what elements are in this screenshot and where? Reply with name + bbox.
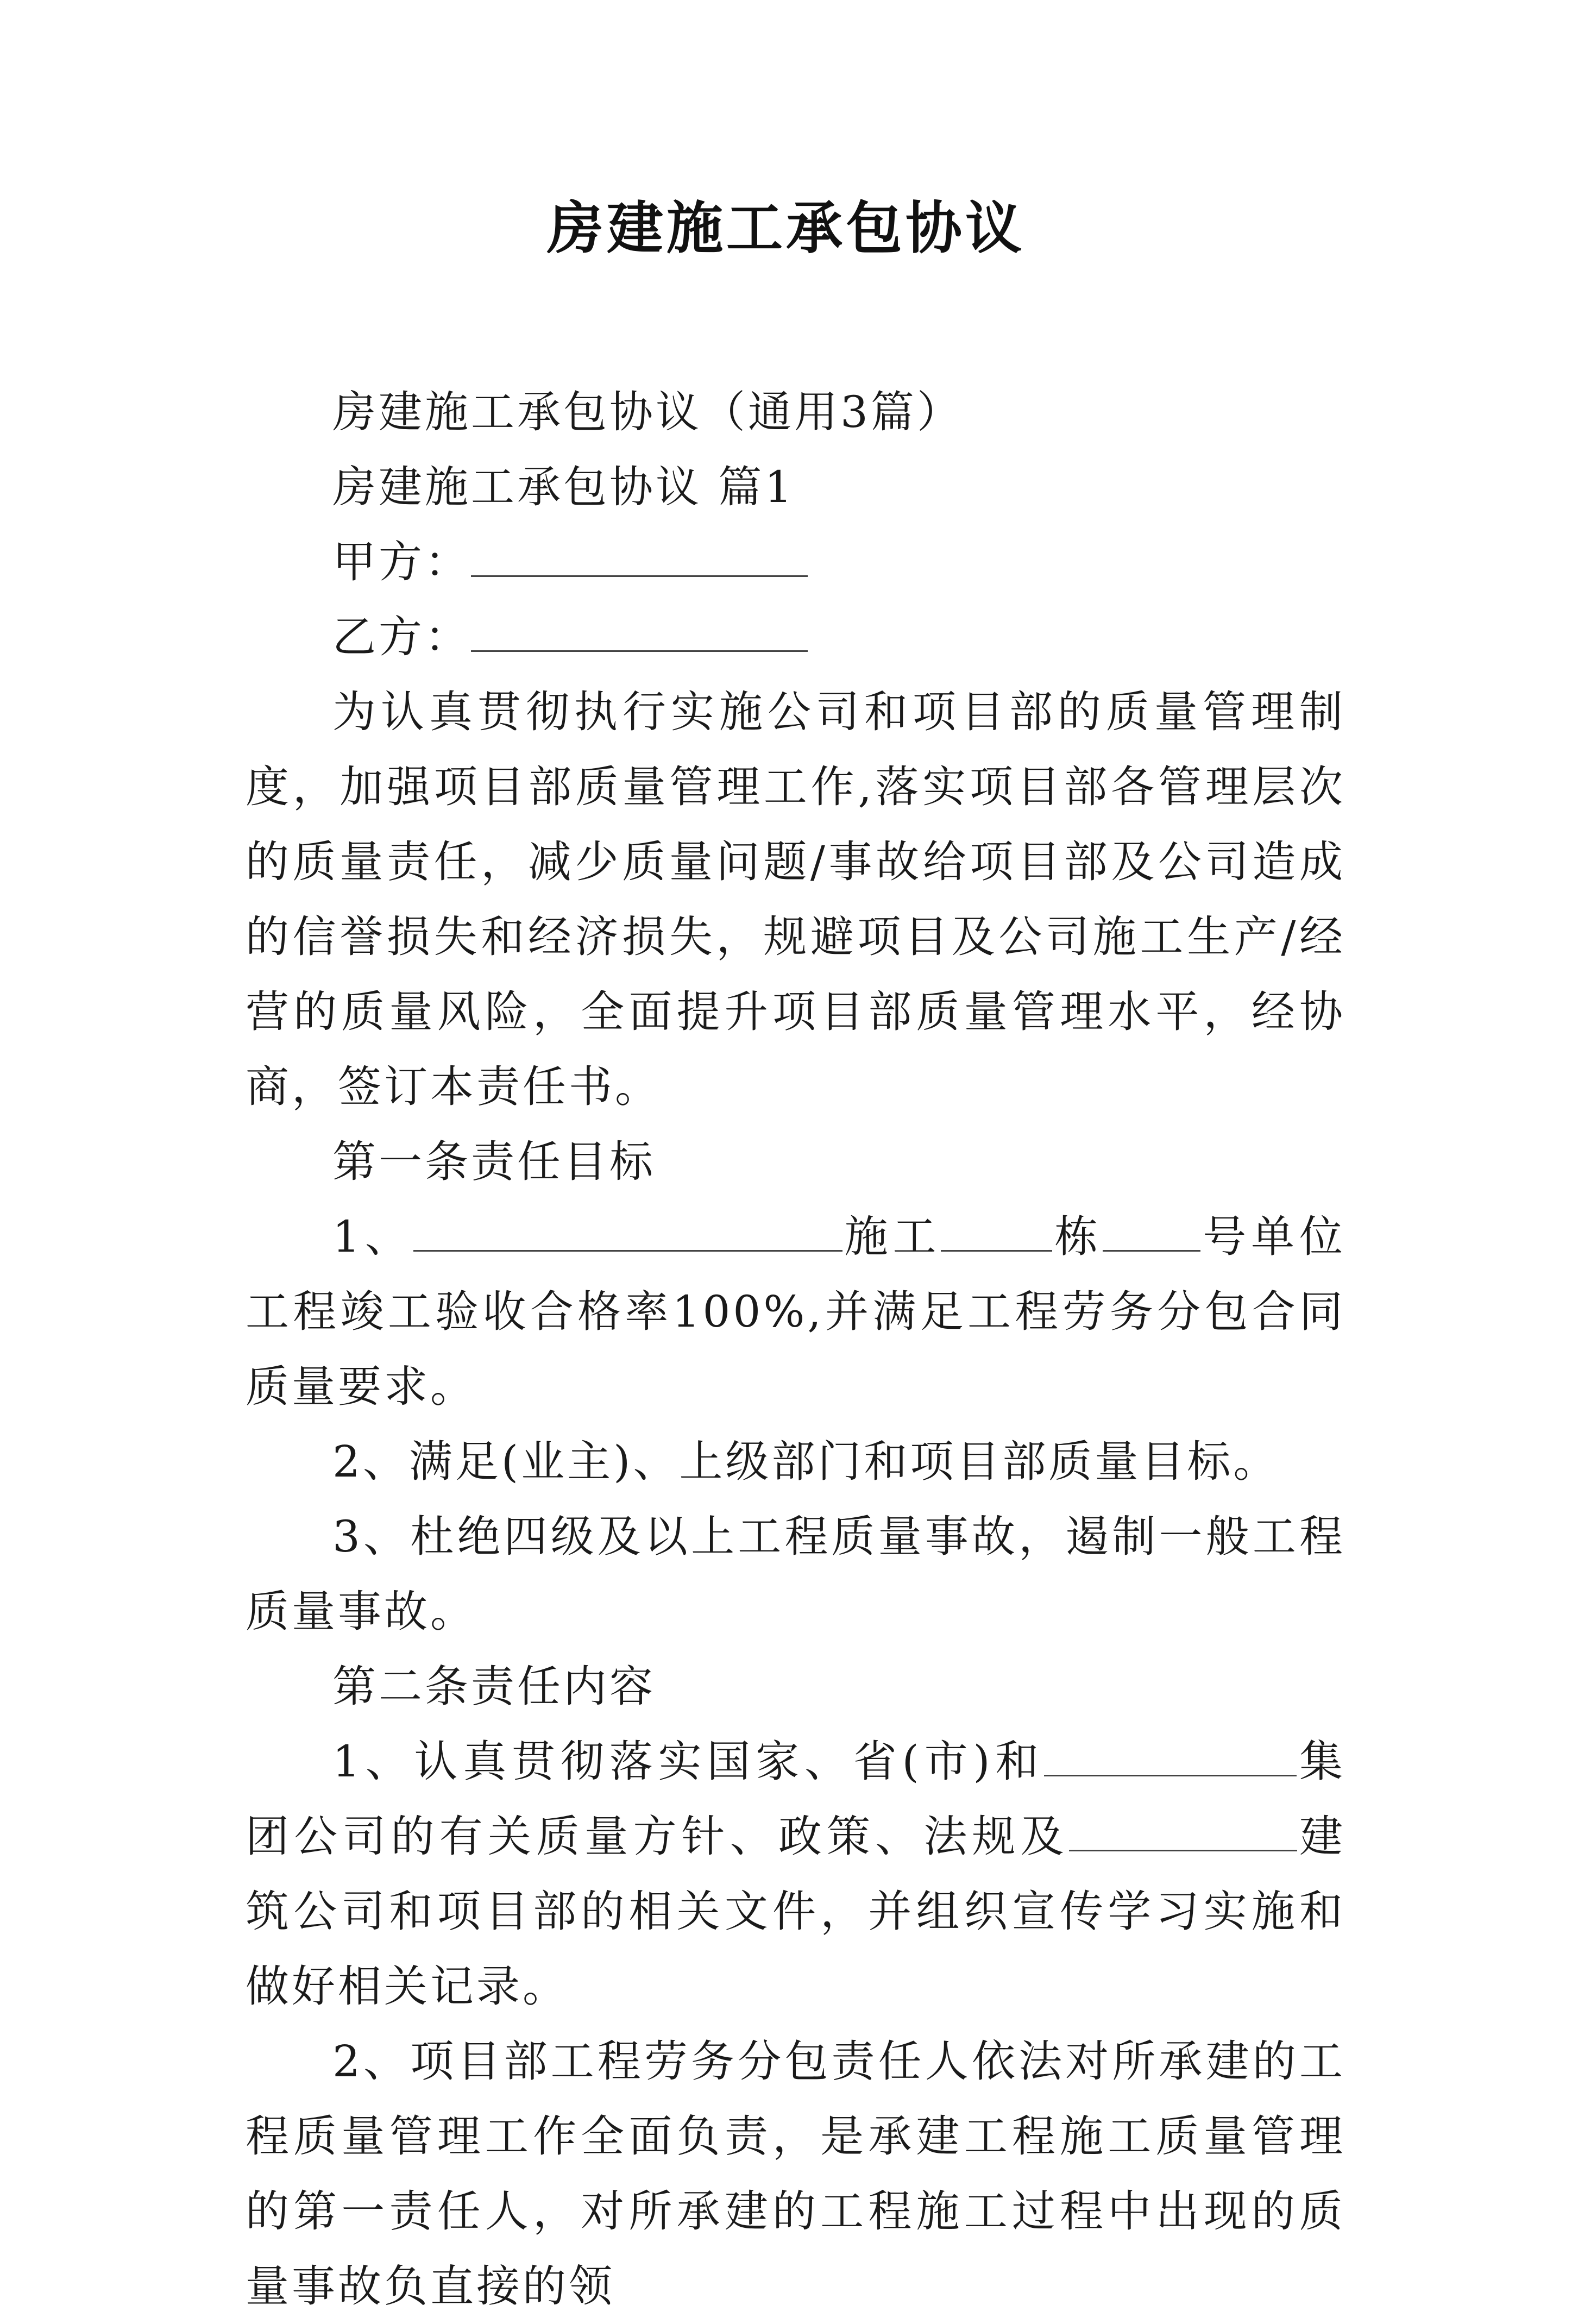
subtitle: 房建施工承包协议（通用3篇） <box>332 387 963 437</box>
article1-item2: 2、满足(业主)、上级部门和项目部质量目标。 <box>332 1436 1280 1487</box>
article1-item1-prefix: 1、 <box>332 1211 413 1262</box>
article2-item2: 2、项目部工程劳务分包责任人依法对所承建的工程质量管理工作全面负责，是承建工程施工质量管理的第一责任人，对所承建的工程施工过程中出现的质量事故负直接的领 <box>246 2036 1345 2312</box>
party-a-blank <box>471 538 808 577</box>
document-body <box>246 375 1345 2324</box>
article2-heading: 第二条责任内容 <box>332 1661 656 1712</box>
article2-item1 <box>246 1724 1345 2024</box>
intro-paragraph: 为认真贯彻执行实施公司和项目部的质量管理制度，加强项目部质量管理工作,落实项目部各管理层次的质量责任，减少质量问题/事故给项目部及公司造成的信誉损失和经济损失，规避项目及公司施工生产/经营的质量风险，全面提升项目部质量管理水平，经协商，签订本责任书。 <box>246 687 1345 1112</box>
construction-company-blank <box>1069 1813 1297 1851</box>
article2-item1-text-c: 建筑公司和项目部的相关文件，并组织宣传学习实施和做好相关记录。 <box>246 1811 1346 2012</box>
article1-item1 <box>246 1199 1345 1424</box>
article1-item1-text-a: 施工 <box>842 1211 941 1262</box>
building-blank <box>941 1213 1052 1252</box>
section-heading: 房建施工承包协议 篇1 <box>332 462 795 512</box>
article1-item3: 3、杜绝四级及以上工程质量事故，遏制一般工程质量事故。 <box>246 1511 1345 1637</box>
party-a-label: 甲方： <box>332 537 471 587</box>
document-title: 房建施工承包协议 <box>546 194 1025 261</box>
article1-item1-text-c: 号单位工程竣工验收合格率100%,并满足工程劳务分包合同质量要求。 <box>246 1211 1346 1412</box>
party-b-blank <box>471 613 808 652</box>
article1-heading: 第一条责任目标 <box>332 1136 656 1187</box>
article1-item1-text-b: 栋 <box>1052 1211 1103 1262</box>
party-b-line <box>246 600 1345 675</box>
article2-item1-text-b: 集团公司的有关质量方针、政策、法规及 <box>246 1736 1345 1862</box>
project-name-blank <box>413 1213 842 1252</box>
article2-item1-text-a: 1、认真贯彻落实国家、省(市)和 <box>332 1736 1045 1787</box>
party-b-label: 乙方： <box>332 612 471 662</box>
party-a-line <box>246 525 1345 600</box>
unit-number-blank <box>1103 1213 1200 1252</box>
group-company-blank <box>1044 1738 1297 1776</box>
